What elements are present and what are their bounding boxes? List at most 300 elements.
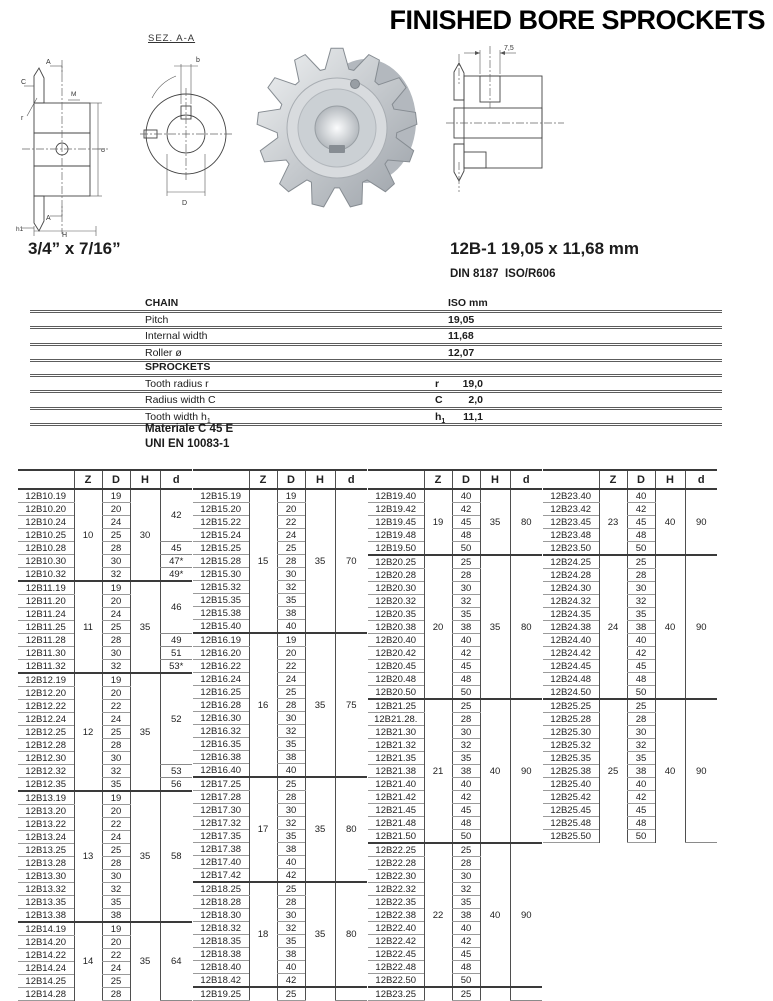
page-title: FINISHED BORE SPROCKETS [389,5,765,35]
part-number-cell: 12B25.45 [543,804,599,817]
part-number-cell: 12B13.30 [18,870,74,883]
bore-diameter-cell: 50 [627,542,655,556]
hub-diameter-cell: 49* [160,568,192,582]
bore-diameter-cell: 30 [277,804,305,817]
sprockets-row-value: 2,0 [468,394,483,406]
part-number-cell: 12B17.25 [193,777,249,791]
bore-diameter-cell: 35 [277,935,305,948]
bore-diameter-cell: 38 [452,909,480,922]
bore-diameter-cell: 38 [277,751,305,764]
parts-header-row [543,470,717,489]
part-number-cell: 12B25.30 [543,726,599,739]
part-number-cell: 12B12.32 [18,765,74,778]
hub-length-cell: 35 [480,489,510,555]
col-header-Z: Z [249,470,277,489]
part-number-cell: 12B22.48 [368,961,424,974]
bore-diameter-cell: 40 [452,778,480,791]
part-number-cell: 12B15.38 [193,607,249,620]
part-col-header [18,470,74,489]
teeth-count-cell [249,987,277,1001]
part-row [543,555,717,569]
bore-diameter-cell: 40 [452,634,480,647]
part-number-cell: 12B17.32 [193,817,249,830]
col-header-Z: Z [74,470,102,489]
col-header-d: d [685,470,717,489]
part-number-cell: 12B21.25 [368,699,424,713]
hub-diameter-cell: 90 [510,699,542,843]
bore-diameter-cell: 32 [627,739,655,752]
part-number-cell: 12B16.30 [193,712,249,725]
part-number-cell: 12B12.25 [18,726,74,739]
part-row [368,699,542,713]
part-number-cell: 12B10.25 [18,529,74,542]
bore-diameter-cell: 19 [102,791,130,805]
part-number-cell: 12B12.30 [18,752,74,765]
bore-diameter-cell: 28 [627,569,655,582]
bore-diameter-cell: 35 [102,778,130,792]
teeth-count-cell: 12 [74,673,102,791]
hub-length-cell: 35 [305,489,335,633]
hub-diameter-cell: 53 [160,765,192,778]
sprockets-row-value: 19,0 [462,377,483,390]
bore-diameter-cell: 28 [627,713,655,726]
part-number-cell: 12B22.25 [368,843,424,857]
part-number-cell: 12B20.40 [368,634,424,647]
bore-diameter-cell: 32 [277,817,305,830]
hub-diameter-cell: 46 [160,581,192,634]
bore-diameter-cell: 38 [277,843,305,856]
bore-diameter-cell: 42 [277,974,305,988]
part-number-cell: 12B22.40 [368,922,424,935]
part-number-cell: 12B15.32 [193,581,249,594]
teeth-count-cell: 16 [249,633,277,777]
part-number-cell: 12B21.45 [368,804,424,817]
chain-header-unit: ISO mm [448,297,488,309]
part-number-cell: 12B22.30 [368,870,424,883]
bore-diameter-cell: 40 [277,764,305,778]
col-header-H: H [130,470,160,489]
col-header-d: d [335,470,367,489]
part-row [18,778,192,792]
part-row [18,647,192,660]
teeth-count-cell: 14 [74,922,102,1001]
bore-diameter-cell: 45 [627,804,655,817]
part-number-cell: 12B18.28 [193,896,249,909]
teeth-count-cell: 24 [599,555,627,699]
hub-length-cell [305,987,335,1001]
part-row [193,777,367,791]
part-number-cell: 12B10.32 [18,568,74,582]
part-row [368,987,542,1001]
part-number-cell: 12B24.30 [543,582,599,595]
parts-header-row [193,470,367,489]
part-col-header [368,470,424,489]
part-number-cell: 12B22.50 [368,974,424,988]
bore-diameter-cell: 19 [277,489,305,503]
part-number-cell: 12B19.48 [368,529,424,542]
hub-body [464,76,542,168]
parts-table-4 [543,469,717,843]
bore-diameter-cell: 38 [102,909,130,923]
part-number-cell: 12B25.32 [543,739,599,752]
part-number-cell: 12B21.50 [368,830,424,844]
part-number-cell: 12B10.19 [18,489,74,503]
bore-diameter-cell: 25 [452,987,480,1001]
hub-diameter-cell: 90 [685,489,717,555]
teeth-count-cell: 11 [74,581,102,673]
chain-size-label: 3/4” x 7/16” [28,239,121,258]
bore-diameter-cell: 40 [277,961,305,974]
bore-diameter-cell: 19 [277,633,305,647]
part-row [193,633,367,647]
bore-diameter-cell: 30 [452,582,480,595]
hub-length-cell: 35 [130,791,160,922]
col-header-D: D [627,470,655,489]
part-number-cell: 12B12.20 [18,687,74,700]
part-number-cell: 12B24.42 [543,647,599,660]
hub-diameter-cell: 80 [510,555,542,699]
part-number-cell: 12B13.20 [18,805,74,818]
teeth-count-cell: 10 [74,489,102,581]
part-number-cell: 12B24.48 [543,673,599,686]
part-row [193,489,367,503]
teeth-count-cell [424,987,452,1001]
part-number-cell: 12B24.28 [543,569,599,582]
part-row [368,555,542,569]
bore-diameter-cell: 45 [627,660,655,673]
bore-diameter-cell: 28 [452,713,480,726]
bore-diameter-cell: 30 [102,870,130,883]
part-number-cell: 12B24.25 [543,555,599,569]
bore-diameter-cell: 40 [277,620,305,634]
part-number-cell: 12B16.40 [193,764,249,778]
bore-diameter-cell: 42 [627,791,655,804]
bore-diameter-cell: 32 [102,568,130,582]
part-row [18,791,192,805]
bore-diameter-cell: 30 [452,726,480,739]
teeth-count-cell: 20 [424,555,452,699]
part-number-cell: 12B24.38 [543,621,599,634]
col-header-d: d [510,470,542,489]
bore-diameter-cell: 22 [102,949,130,962]
hub-diameter-cell: 45 [160,542,192,555]
part-number-cell: 12B14.19 [18,922,74,936]
part-number-cell: 12B21.32 [368,739,424,752]
part-number-cell: 12B21.30 [368,726,424,739]
part-number-cell: 12B12.35 [18,778,74,792]
part-number-cell: 12B24.35 [543,608,599,621]
bore-diameter-cell: 30 [627,582,655,595]
bore-diameter-cell: 42 [452,935,480,948]
part-row [18,568,192,582]
bore-diameter-cell: 30 [627,726,655,739]
part-row [193,882,367,896]
sprockets-spec-table [30,360,722,426]
col-header-Z: Z [599,470,627,489]
sprockets-row [30,377,722,394]
chain-row-label: Internal width [145,330,208,342]
part-number-cell: 12B18.25 [193,882,249,896]
part-number-cell: 12B14.25 [18,975,74,988]
part-number-cell: 12B24.40 [543,634,599,647]
hub-diameter-cell: 75 [335,633,367,777]
part-number-cell: 12B20.50 [368,686,424,700]
bore-diameter-cell: 24 [277,529,305,542]
teeth-count-cell: 25 [599,699,627,843]
col-header-Z: Z [424,470,452,489]
bore-diameter-cell: 32 [277,922,305,935]
front-view-drawing [136,46,236,214]
part-number-cell: 12B17.30 [193,804,249,817]
bore-diameter-cell: 30 [102,647,130,660]
bore-diameter-cell: 45 [452,660,480,673]
part-number-cell: 12B16.22 [193,660,249,673]
part-number-cell: 12B22.42 [368,935,424,948]
bore-diameter-cell: 28 [102,739,130,752]
part-number-cell: 12B11.30 [18,647,74,660]
part-row [18,673,192,687]
hub-diameter-cell: 90 [685,555,717,699]
chain-header-label: CHAIN [145,297,179,309]
chain-row-label: Roller ø [145,346,182,359]
part-number-cell: 12B23.25 [368,987,424,1001]
part-number-cell: 12B22.28 [368,857,424,870]
part-number-cell: 12B15.24 [193,529,249,542]
hub-diameter-cell: 90 [685,699,717,843]
part-number-cell: 12B20.48 [368,673,424,686]
bore-diameter-cell: 20 [102,595,130,608]
bore-diameter-cell: 25 [452,699,480,713]
part-number-cell: 12B18.40 [193,961,249,974]
side-section-drawing [10,28,125,238]
teeth-count-cell: 22 [424,843,452,987]
label-subscript: 1 [206,417,211,425]
part-number-cell: 12B10.24 [18,516,74,529]
bore-diameter-cell: 22 [102,818,130,831]
hub-length-cell: 40 [480,699,510,843]
part-number-cell: 12B15.25 [193,542,249,555]
col-header-H: H [480,470,510,489]
bore-diameter-cell: 32 [627,595,655,608]
sprockets-row-label: Tooth width $h_1$ [145,410,211,425]
part-number-cell: 12B15.35 [193,594,249,607]
part-number-cell: 12B19.25 [193,987,249,1001]
bore-diameter-cell: 28 [102,857,130,870]
teeth-count-cell: 17 [249,777,277,882]
bore-diameter-cell: 38 [277,607,305,620]
part-number-cell: 12B21.35 [368,752,424,765]
part-number-cell: 12B25.40 [543,778,599,791]
hub-diameter-cell: 53* [160,660,192,674]
part-number-cell: 12B11.20 [18,595,74,608]
part-number-cell: 12B17.42 [193,869,249,883]
bore-diameter-cell: 25 [102,975,130,988]
chain-row-value: 11,68 [448,330,474,342]
bore [315,106,359,150]
part-number-cell: 12B11.24 [18,608,74,621]
part-row [543,699,717,713]
bore-diameter-cell: 20 [102,805,130,818]
bore-diameter-cell: 20 [102,936,130,949]
part-number-cell: 12B15.28 [193,555,249,568]
bore-diameter-cell: 42 [452,503,480,516]
dim-label-r: r [21,115,24,122]
part-number-cell: 12B20.28 [368,569,424,582]
part-number-cell: 12B24.50 [543,686,599,700]
part-row [368,489,542,503]
col-header-H: H [305,470,335,489]
part-number-cell: 12B20.25 [368,555,424,569]
part-number-cell: 12B16.25 [193,686,249,699]
part-number-cell: 12B20.42 [368,647,424,660]
col-header-H: H [655,470,685,489]
hub-length-cell: 35 [130,922,160,1001]
bore-diameter-cell: 19 [102,489,130,503]
part-number-cell: 12B16.24 [193,673,249,686]
bore-diameter-cell: 50 [627,830,655,843]
part-number-cell: 12B16.38 [193,751,249,764]
bore-diameter-cell: 38 [452,621,480,634]
bore-diameter-cell: 24 [102,713,130,726]
bore-diameter-cell: 38 [452,765,480,778]
bore-diameter-cell: 19 [102,673,130,687]
bore-diameter-cell: 25 [102,844,130,857]
dim-label-h1: h1 [16,226,24,233]
bore-diameter-cell: 28 [102,988,130,1001]
part-number-cell: 12B21.48 [368,817,424,830]
part-number-cell: 12B12.28 [18,739,74,752]
hub-diameter-cell: 90 [510,843,542,987]
part-number-cell: 12B20.32 [368,595,424,608]
bore-diameter-cell: 45 [452,804,480,817]
part-number-cell: 12B13.32 [18,883,74,896]
part-number-cell: 12B14.22 [18,949,74,962]
part-row [18,634,192,647]
bore-diameter-cell: 50 [452,830,480,844]
part-number-cell: 12B13.22 [18,818,74,831]
hub-length-cell: 40 [655,699,685,843]
bore-diameter-cell: 32 [452,739,480,752]
teeth-count-cell: 19 [424,489,452,555]
bore-diameter-cell: 32 [102,883,130,896]
bore-diameter-cell: 25 [452,555,480,569]
part-number-cell: 12B18.42 [193,974,249,988]
part-number-cell: 12B11.32 [18,660,74,674]
hub-diameter-cell: 80 [510,489,542,555]
part-number-cell: 12B13.35 [18,896,74,909]
col-header-D: D [452,470,480,489]
teeth-count-cell: 13 [74,791,102,922]
bore-diameter-cell: 25 [102,621,130,634]
part-number-cell: 12B13.24 [18,831,74,844]
part-number-cell: 12B17.28 [193,791,249,804]
hub-diameter-cell: 52 [160,673,192,765]
part-number-cell: 12B10.28 [18,542,74,555]
part-number-cell: 12B19.40 [368,489,424,503]
part-number-cell: 12B16.19 [193,633,249,647]
hub-length-cell: 35 [305,777,335,882]
part-number-cell: 12B20.38 [368,621,424,634]
dim-label-A-bottom: A [46,215,51,222]
chain-header-row [30,296,722,313]
part-number-cell: 12B24.45 [543,660,599,673]
bore-diameter-cell: 20 [277,503,305,516]
bore-diameter-cell: 30 [277,712,305,725]
part-number-cell: 12B22.45 [368,948,424,961]
bore-diameter-cell: 35 [452,896,480,909]
bore-diameter-cell: 35 [627,608,655,621]
bore-diameter-cell: 25 [452,843,480,857]
part-number-cell: 12B11.28 [18,634,74,647]
tooth-profile-bottom [34,196,44,231]
parts-table-1 [18,469,192,1001]
part-number-cell: 12B25.42 [543,791,599,804]
part-number-cell: 12B18.30 [193,909,249,922]
part-number-cell: 12B15.22 [193,516,249,529]
bore-diameter-cell: 35 [102,896,130,909]
bore-diameter-cell: 42 [452,647,480,660]
bore-diameter-cell: 42 [452,791,480,804]
part-number-cell: 12B25.25 [543,699,599,713]
part-number-cell: 12B16.32 [193,725,249,738]
hub-length-cell: 40 [655,555,685,699]
sprockets-row-symbol: $h_1$ [435,410,446,425]
col-header-D: D [102,470,130,489]
bore-diameter-cell: 48 [452,529,480,542]
part-number-cell: 12B25.38 [543,765,599,778]
part-row [18,581,192,595]
teeth-count-cell: 23 [599,489,627,555]
part-number-cell: 12B22.35 [368,896,424,909]
sprocket-photo [252,26,427,236]
teeth-count-cell: 18 [249,882,277,987]
bore-diameter-cell: 35 [277,738,305,751]
bore-diameter-cell: 25 [277,542,305,555]
symbol-subscript: 1 [441,417,446,425]
bore-diameter-cell: 20 [102,687,130,700]
part-number-cell: 12B21.42 [368,791,424,804]
bore-diameter-cell: 38 [627,765,655,778]
bore-diameter-cell: 22 [277,516,305,529]
bore-diameter-cell: 25 [102,529,130,542]
part-number-cell: 12B12.22 [18,700,74,713]
bore-diameter-cell: 42 [277,869,305,883]
part-row [18,660,192,674]
bore-diameter-cell: 50 [452,974,480,988]
sprockets-row-label: Tooth radius r [145,377,209,390]
sprockets-row-symbol: C [435,394,443,406]
sprockets-row-symbol: r [435,377,440,390]
hub-diameter-cell: 51 [160,647,192,660]
part-row [18,555,192,568]
bore-diameter-cell: 32 [102,765,130,778]
teeth-count-cell: 15 [249,489,277,633]
hub-diameter-cell: 80 [335,882,367,987]
part-number-cell: 12B25.48 [543,817,599,830]
bore-diameter-cell: 24 [277,673,305,686]
tooth-profile-top [34,68,44,103]
bore-diameter-cell: 38 [627,621,655,634]
part-number-cell: 12B15.19 [193,489,249,503]
part-number-cell: 12B24.32 [543,595,599,608]
part-number-cell: 12B15.20 [193,503,249,516]
bore-diameter-cell: 32 [277,725,305,738]
bore-diameter-cell: 24 [102,516,130,529]
chain-spec-table [30,296,722,362]
part-number-cell: 12B10.30 [18,555,74,568]
part-col-header [193,470,249,489]
bore-diameter-cell: 48 [627,673,655,686]
